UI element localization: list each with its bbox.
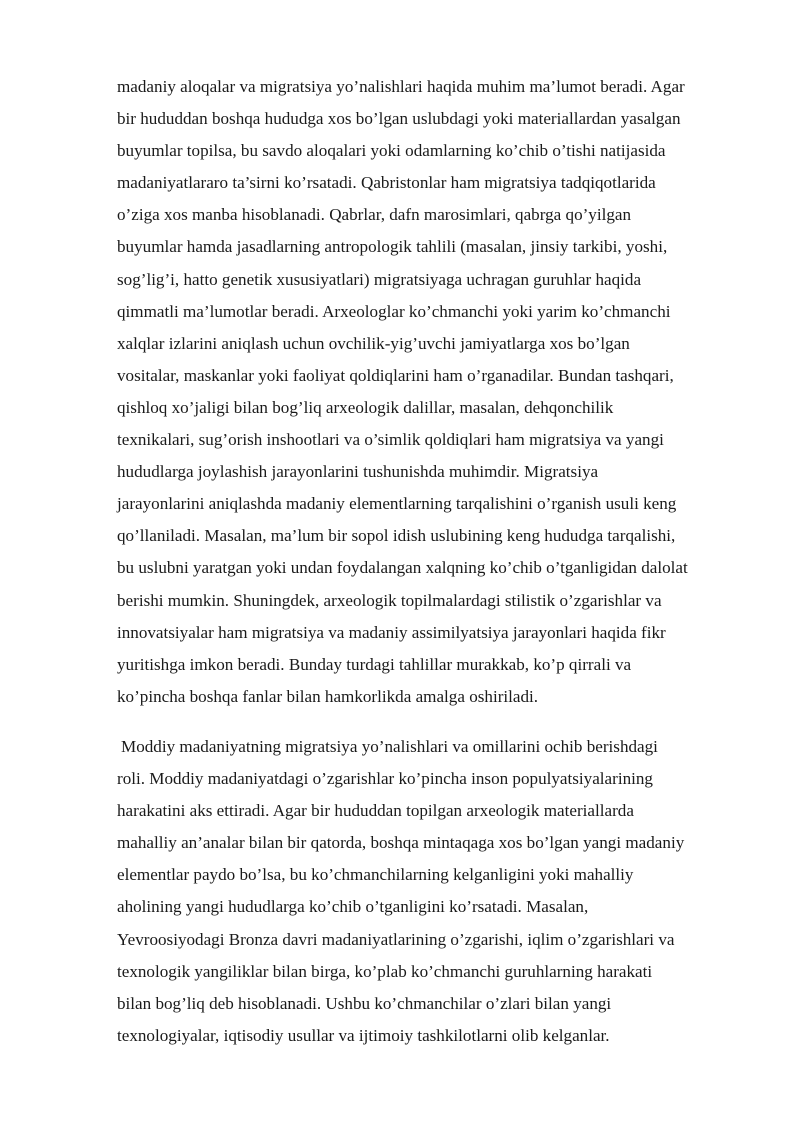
paragraph-2 (117, 731, 742, 1052)
text-line: Yevroosiyodagi Bronza davri madaniyatlarining o’zgarishi, iqlim o’zgarishlari va (117, 929, 675, 949)
text-line: buyumlar topilsa, bu savdo aloqalari yoki odamlarning ko’chib o’tishi natijasida (117, 141, 666, 161)
text-line: texnologik yangiliklar bilan birga, ko’plab ko’chmanchi guruhlarning harakati (117, 961, 653, 981)
text-line: madaniyatlararo ta’sirni ko’rsatadi. Qabristonlar ham migratsiya tadqiqotlarida (117, 173, 656, 193)
text-line: texnikalari, sug’orish inshootlari va o’simlik qoldiqlari ham migratsiya va yangi (117, 430, 664, 450)
text-line: hududlarga joylashish jarayonlarini tushunishda muhimdir. Migratsiya (117, 462, 599, 482)
text-line: qo’llaniladi. Masalan, ma’lum bir sopol idish uslubining keng hududga tarqalishi, (117, 526, 676, 546)
text-line: qishloq xo’jaligi bilan bog’liq arxeologik dalillar, masalan, dehqonchilik (117, 397, 614, 417)
text-line: mahalliy an’analar bilan bir qatorda, boshqa mintaqaga xos bo’lgan yangi madaniy (117, 833, 685, 853)
text-line: xalqlar izlarini aniqlash uchun ovchilik-yig’uvchi jamiyatlarga xos bo’lgan (117, 333, 630, 353)
paragraph-1 (117, 71, 742, 713)
text-line: bir hududdan boshqa hududga xos bo’lgan uslubdagi yoki materiallardan yasalgan (117, 109, 681, 129)
text-line: ko’pincha boshqa fanlar bilan hamkorlikda amalga oshiriladi. (117, 686, 539, 706)
text-line: aholining yangi hududlarga ko’chib o’tganligini ko’rsatadi. Masalan, (117, 897, 589, 917)
text-line: vositalar, maskanlar yoki faoliyat qoldiqlarini ham o’rganadilar. Bundan tashqari, (117, 365, 674, 385)
text-line: qimmatli ma’lumotlar beradi. Arxeologlar ko’chmanchi yoki yarim ko’chmanchi (117, 301, 671, 321)
text-line: harakatini aks ettiradi. Agar bir hududdan topilgan arxeologik materiallarda (117, 801, 634, 821)
text-line: yuritishga imkon beradi. Bunday turdagi tahlillar murakkab, ko’p qirrali va (117, 654, 632, 674)
text-line: sog’lig’i, hatto genetik xususiyatlari) migratsiyaga uchragan guruhlar haqida (117, 269, 642, 289)
text-line: roli. Moddiy madaniyatdagi o’zgarishlar ko’pincha inson populyatsiyalarining (117, 769, 653, 789)
text-line: berishi mumkin. Shuningdek, arxeologik topilmalardagi stilistik o’zgarishlar va (117, 590, 662, 610)
text-line: bilan bog’liq deb hisoblanadi. Ushbu ko’chmanchilar o’zlari bilan yangi (117, 993, 612, 1013)
text-line: texnologiyalar, iqtisodiy usullar va ijtimoiy tashkilotlarni olib kelganlar. (117, 1025, 610, 1045)
text-line: madaniy aloqalar va migratsiya yo’nalishlari haqida muhim ma’lumot beradi. Agar (117, 77, 685, 96)
text-line: elementlar paydo bo’lsa, bu ko’chmanchilarning kelganligini yoki mahalliy (117, 865, 634, 885)
text-line: buyumlar hamda jasadlarning antropologik tahlili (masalan, jinsiy tarkibi, yoshi, (117, 237, 668, 257)
text-line: o’ziga xos manba hisoblanadi. Qabrlar, dafn marosimlari, qabrga qo’yilgan (117, 205, 632, 225)
text-line: jarayonlarini aniqlashda madaniy elementlarning tarqalishini o’rganish usuli keng (117, 494, 677, 514)
paragraph-heading-line: Moddiy madaniyatning migratsiya yo’nalishlari va omillarini ochib berishdagi (121, 737, 658, 756)
text-line: innovatsiyalar ham migratsiya va madaniy assimilyatsiya jarayonlari haqida fikr (117, 622, 666, 642)
text-line: bu uslubni yaratgan yoki undan foydalangan xalqning ko’chib o’tganligidan dalolat (117, 558, 688, 578)
